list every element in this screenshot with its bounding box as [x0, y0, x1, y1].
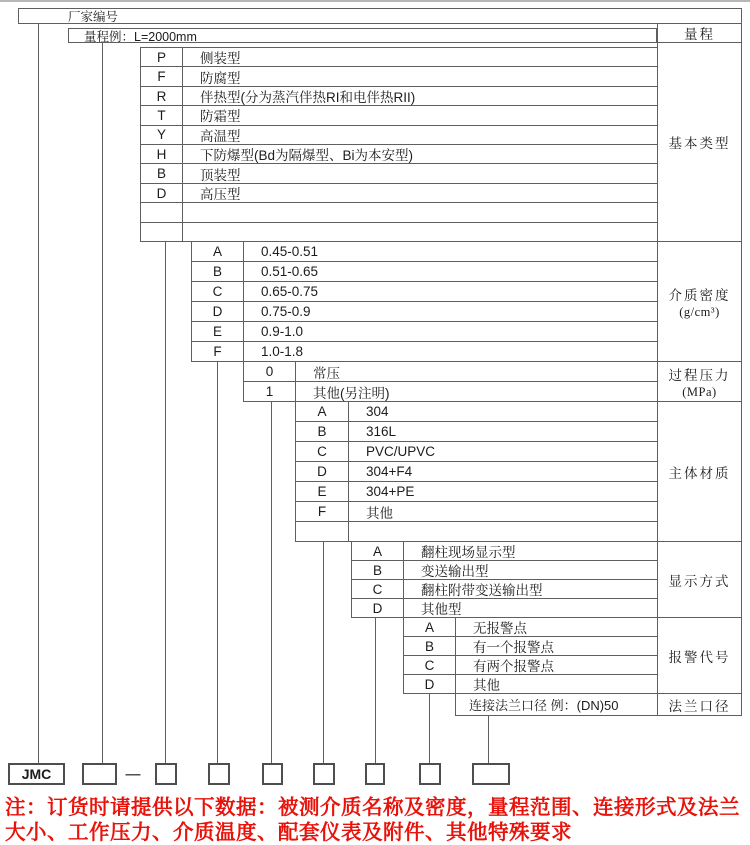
- connector-line: [271, 402, 272, 763]
- table-row: [141, 145, 657, 164]
- selection-table-process-pressure: [243, 362, 657, 402]
- code-value-cell: 其他型: [421, 602, 462, 617]
- code-value-cell: 有两个报警点: [473, 659, 554, 674]
- model-code-blank-box: [208, 763, 230, 785]
- code-value-cell: 0.75-0.9: [261, 304, 311, 319]
- model-code-prefix-box: JMC: [8, 763, 65, 785]
- code-value-cell: 1.0-1.8: [261, 344, 304, 359]
- connector-line: [165, 242, 166, 763]
- code-key-cell: F: [296, 502, 349, 521]
- table-row: [296, 422, 657, 442]
- table-row: [192, 262, 657, 282]
- order-note-line-2: 大小、工作压力、介质温度、配套仪表及附件、其他特殊要求: [5, 821, 572, 844]
- code-key-cell: B: [296, 422, 349, 441]
- code-value-cell: 高压型: [200, 187, 241, 203]
- table-row: [141, 106, 657, 125]
- connector-line: [102, 43, 103, 763]
- table-row: [192, 282, 657, 302]
- code-key-cell: B: [141, 164, 183, 182]
- connector-line: [375, 618, 376, 763]
- code-value-cell: 其他: [473, 678, 500, 693]
- flange-size-text: 连接法兰口径 例：(DN)50: [469, 698, 619, 713]
- code-value-cell: 其他: [366, 505, 393, 521]
- category-label-text: 法兰口径: [668, 698, 731, 714]
- model-code-blank-box: [155, 763, 177, 785]
- category-label-cell: [658, 24, 741, 43]
- table-row: [192, 322, 657, 342]
- table-row: [141, 184, 657, 203]
- flange-size-row: [455, 694, 657, 716]
- table-row: [141, 48, 657, 67]
- code-key-cell: 1: [244, 382, 296, 401]
- code-key-cell: B: [404, 637, 456, 655]
- code-value-cell: 常压: [313, 365, 340, 381]
- code-value-cell: 顶装型: [200, 167, 241, 183]
- category-label-cell: [658, 242, 741, 362]
- code-value-cell: 无报警点: [473, 621, 527, 636]
- code-value-cell: 304: [366, 404, 389, 419]
- code-key-cell: [141, 223, 183, 241]
- code-key-cell: F: [192, 342, 244, 361]
- code-value-cell: 高温型: [200, 128, 241, 144]
- table-row: [404, 637, 657, 656]
- category-label-text: 主体材质: [668, 465, 731, 481]
- table-row: [296, 522, 657, 541]
- table-row: [296, 462, 657, 482]
- code-key-cell: F: [141, 67, 183, 85]
- code-value-cell: PVC/UPVC: [366, 444, 436, 459]
- model-code-blank-box: [472, 763, 510, 785]
- category-label-cell: [658, 542, 741, 618]
- code-value-cell: 防腐型: [200, 70, 241, 86]
- connector-line: [488, 716, 489, 763]
- code-key-cell: C: [296, 442, 349, 461]
- model-code-blank-box: [313, 763, 335, 785]
- table-row: [141, 223, 657, 241]
- selection-table-body-material: [295, 402, 657, 542]
- category-label-cell: [658, 43, 741, 242]
- code-value-cell: 翻柱附带变送输出型: [421, 583, 543, 598]
- table-row: [192, 302, 657, 322]
- code-key-cell: A: [404, 618, 456, 636]
- connector-line: [217, 362, 218, 763]
- model-code-blank-box: [82, 763, 117, 785]
- code-key-cell: A: [296, 402, 349, 421]
- table-row: [141, 67, 657, 86]
- code-key-cell: H: [141, 145, 183, 163]
- code-value-cell: 0.51-0.65: [261, 264, 319, 279]
- code-value-cell: 有一个报警点: [473, 640, 554, 655]
- code-key-cell: E: [296, 482, 349, 501]
- table-row: [404, 618, 657, 637]
- table-row: [404, 675, 657, 693]
- code-key-cell: R: [141, 87, 183, 105]
- code-key-cell: Y: [141, 126, 183, 144]
- code-value-cell: [183, 203, 657, 221]
- table-row: [192, 242, 657, 262]
- code-value-cell: 304+PE: [366, 484, 415, 499]
- code-key-cell: 0: [244, 362, 296, 381]
- model-code-separator: —: [125, 765, 141, 783]
- code-key-cell: C: [352, 580, 404, 598]
- code-value-cell: 0.45-0.51: [261, 244, 319, 259]
- table-row: [296, 502, 657, 522]
- selection-table-alarm-code: [403, 618, 657, 694]
- table-row: [244, 382, 657, 401]
- category-label-cell: [658, 694, 741, 716]
- code-value-cell: 下防爆型(Bd为隔爆型、Bi为本安型): [200, 148, 414, 164]
- code-key-cell: B: [352, 561, 404, 579]
- code-key-cell: D: [352, 599, 404, 617]
- category-label-text: 报警代号: [668, 649, 731, 665]
- table-row: [352, 599, 657, 617]
- table-row: [141, 203, 657, 222]
- table-row: [296, 482, 657, 502]
- code-value-cell: 其他(另注明): [313, 385, 390, 401]
- top-border-line: [0, 0, 750, 2]
- category-label-column: [657, 24, 742, 716]
- category-label-text: 显示方式: [668, 573, 731, 589]
- table-row: [296, 442, 657, 462]
- code-key-cell: [296, 522, 349, 541]
- code-value-cell: 0.65-0.75: [261, 284, 319, 299]
- code-key-cell: [141, 203, 183, 221]
- table-row: [141, 164, 657, 183]
- code-key-cell: D: [141, 184, 183, 202]
- manufacturer-code-box: [18, 8, 742, 24]
- category-label-text: 量程: [684, 27, 715, 42]
- manufacturer-code-label: 厂家编号: [68, 10, 119, 24]
- code-key-cell: T: [141, 106, 183, 124]
- table-row: [352, 580, 657, 599]
- code-key-cell: D: [192, 302, 244, 321]
- code-value-cell: [183, 223, 657, 241]
- code-value-cell: 变送输出型: [421, 564, 489, 579]
- category-label-sub: (g/cm³): [679, 304, 720, 319]
- model-code-blank-box: [365, 763, 385, 785]
- code-value-cell: 防霜型: [200, 109, 241, 125]
- table-row: [352, 542, 657, 561]
- code-key-cell: A: [352, 542, 404, 560]
- category-label-text: 过程压力: [668, 367, 731, 383]
- category-label-cell: [658, 618, 741, 694]
- model-code-blank-box: [262, 763, 283, 785]
- order-note: [5, 795, 750, 845]
- selection-table-medium-density: [191, 242, 657, 362]
- code-key-cell: E: [192, 322, 244, 341]
- table-row: [141, 126, 657, 145]
- selection-table-basic-type: [140, 47, 657, 242]
- code-key-cell: P: [141, 48, 183, 66]
- range-example-box: [68, 28, 657, 43]
- code-value-cell: 304+F4: [366, 464, 413, 479]
- code-value-cell: 翻柱现场显示型: [421, 545, 516, 560]
- code-key-cell: D: [296, 462, 349, 481]
- selection-table-display-mode: [351, 542, 657, 618]
- range-example-label: 量程例：L=2000mm: [84, 29, 197, 44]
- order-note-line-1: 注：订货时请提供以下数据：被测介质名称及密度，量程范围、连接形式及法兰: [5, 796, 740, 819]
- category-label-sub: (MPa): [682, 384, 717, 399]
- code-value-cell: 316L: [366, 424, 397, 439]
- category-label-text: 介质密度: [668, 287, 731, 303]
- code-value-cell: 伴热型(分为蒸汽伴热RI和电伴热RII): [200, 90, 416, 106]
- category-label-cell: [658, 402, 741, 542]
- table-row: [296, 402, 657, 422]
- table-row: [352, 561, 657, 580]
- category-label-text: 基本类型: [668, 136, 731, 151]
- connector-line: [429, 694, 430, 763]
- code-key-cell: A: [192, 242, 244, 261]
- table-row: [404, 656, 657, 675]
- table-row: [192, 342, 657, 361]
- table-row: [141, 87, 657, 106]
- category-label-cell: [658, 362, 741, 402]
- code-value-cell: 0.9-1.0: [261, 324, 304, 339]
- code-key-cell: B: [192, 262, 244, 281]
- code-key-cell: D: [404, 675, 456, 693]
- connector-line: [38, 24, 39, 763]
- code-value-cell: [349, 522, 657, 541]
- code-key-cell: C: [404, 656, 456, 674]
- code-key-cell: C: [192, 282, 244, 301]
- connector-line: [323, 542, 324, 763]
- model-code-blank-box: [419, 763, 441, 785]
- code-value-cell: 侧装型: [200, 51, 241, 67]
- table-row: [244, 362, 657, 382]
